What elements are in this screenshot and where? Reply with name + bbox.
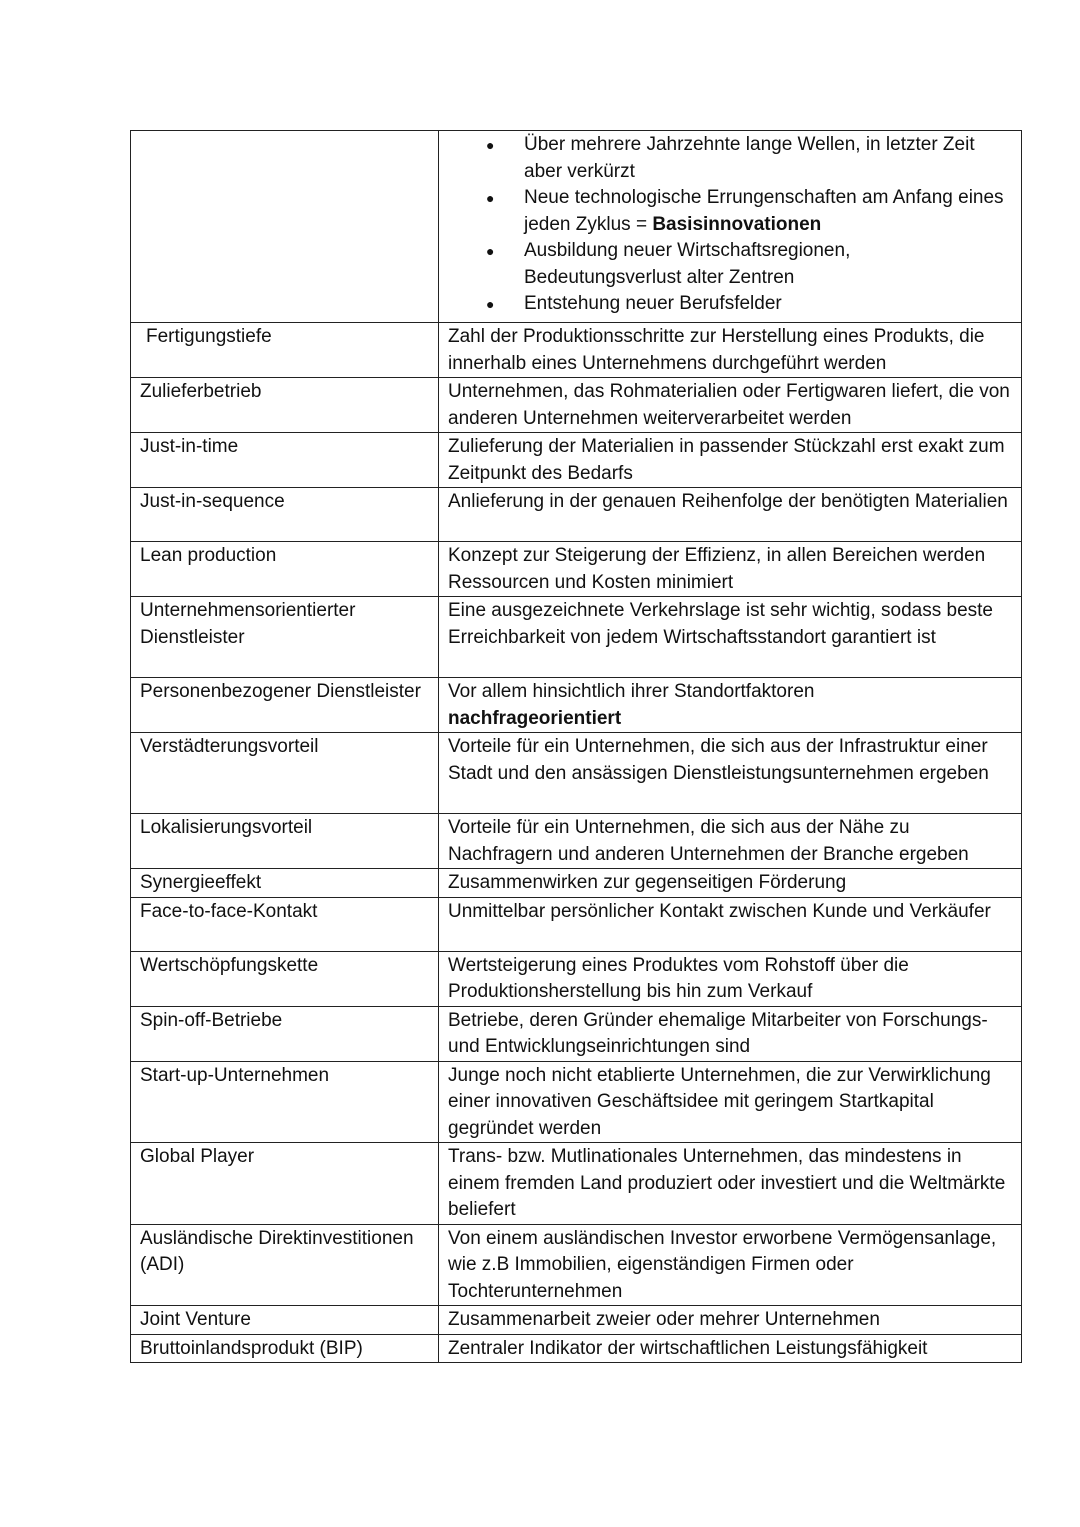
- term-cell: Face-to-face-Kontakt: [131, 897, 439, 951]
- term-cell: Just-in-sequence: [131, 488, 439, 542]
- term-cell: [131, 131, 439, 323]
- table-row: [131, 733, 1022, 814]
- bold-term: nachfrageorientiert: [448, 707, 622, 729]
- term-cell: Wertschöpfungskette: [131, 951, 439, 1006]
- definition-cell: [439, 131, 1022, 323]
- definition-cell: Zusammenarbeit zweier oder mehrer Unternehmen: [439, 1306, 1022, 1335]
- definition-cell: Von einem ausländischen Investor erworbene Vermögensanlage, wie z.B Immobilien, eigenständigen Firmen oder Tochterunternehmen: [439, 1224, 1022, 1306]
- definition-cell: Junge noch nicht etablierte Unternehmen, die zur Verwirklichung einer innovativen Geschäftsidee mit geringem Startkapital gegründet werden: [439, 1061, 1022, 1143]
- bullet-text: Über mehrere Jahrzehnte lange Wellen, in letzter Zeit aber verkürzt: [524, 134, 975, 182]
- definition-cell: Zusammenwirken zur gegenseitigen Förderung: [439, 869, 1022, 898]
- definition-cell: Konzept zur Steigerung der Effizienz, in allen Bereichen werden Ressourcen und Kosten minimiert: [439, 542, 1022, 597]
- definition-cell: Zahl der Produktionsschritte zur Herstellung eines Produkts, die innerhalb eines Unternehmens durchgeführt werden: [439, 323, 1022, 378]
- table-row: [131, 1143, 1022, 1225]
- term-cell: Global Player: [131, 1143, 439, 1225]
- definition-cell: Vorteile für ein Unternehmen, die sich aus der Infrastruktur einer Stadt und den ansässigen Dienstleistungsunternehmen ergeben: [439, 733, 1022, 814]
- definition-cell: Betriebe, deren Gründer ehemalige Mitarbeiter von Forschungs- und Entwicklungseinrichtungen sind: [439, 1006, 1022, 1061]
- bullet-list: [448, 132, 1012, 318]
- term-cell: Synergieeffekt: [131, 869, 439, 898]
- table-row: [131, 323, 1022, 378]
- table-row: [131, 678, 1022, 733]
- term-cell: Fertigungstiefe: [131, 323, 439, 378]
- table-row: [131, 433, 1022, 488]
- list-item: [486, 132, 1012, 185]
- table-row: [131, 951, 1022, 1006]
- term-cell: Bruttoinlandsprodukt (BIP): [131, 1334, 439, 1363]
- glossary-table: [130, 130, 1022, 1363]
- definition-cell: [439, 678, 1022, 733]
- bullet-text: Entstehung neuer Berufsfelder: [524, 293, 782, 314]
- table-row: [131, 869, 1022, 898]
- term-cell: Zulieferbetrieb: [131, 378, 439, 433]
- term-cell: Start-up-Unternehmen: [131, 1061, 439, 1143]
- bullet-text: Ausbildung neuer Wirtschaftsregionen, Bedeutungsverlust alter Zentren: [524, 240, 851, 288]
- table-row: [131, 814, 1022, 869]
- table-row: [131, 378, 1022, 433]
- definition-cell: Wertsteigerung eines Produktes vom Rohstoff über die Produktionsherstellung bis hin zum Verkauf: [439, 951, 1022, 1006]
- list-item: [486, 185, 1012, 238]
- table-row: [131, 1006, 1022, 1061]
- table-row: [131, 488, 1022, 542]
- table-row: [131, 1334, 1022, 1363]
- table-row: [131, 1306, 1022, 1335]
- definition-text: Vor allem hinsichtlich ihrer Standortfaktoren: [448, 681, 815, 702]
- definition-cell: Anlieferung in der genauen Reihenfolge der benötigten Materialien: [439, 488, 1022, 542]
- term-cell: Just-in-time: [131, 433, 439, 488]
- table-row: [131, 1224, 1022, 1306]
- term-cell: Lean production: [131, 542, 439, 597]
- term-cell: Verstädterungsvorteil: [131, 733, 439, 814]
- definition-cell: Vorteile für ein Unternehmen, die sich aus der Nähe zu Nachfragern und anderen Unternehmen der Branche ergeben: [439, 814, 1022, 869]
- term-cell: Unternehmensorientierter Dienstleister: [131, 597, 439, 678]
- table-row: [131, 131, 1022, 323]
- definition-cell: Trans- bzw. Mutlinationales Unternehmen, das mindestens in einem fremden Land produziert oder investiert und die Weltmärkte beliefert: [439, 1143, 1022, 1225]
- table-row: [131, 1061, 1022, 1143]
- definition-cell: Unmittelbar persönlicher Kontakt zwischen Kunde und Verkäufer: [439, 897, 1022, 951]
- list-item: [486, 238, 1012, 291]
- definition-cell: Zulieferung der Materialien in passender Stückzahl erst exakt zum Zeitpunkt des Bedarfs: [439, 433, 1022, 488]
- definition-cell: Eine ausgezeichnete Verkehrslage ist sehr wichtig, sodass beste Erreichbarkeit von jedem Wirtschaftsstandort garantiert ist: [439, 597, 1022, 678]
- term-cell: Personenbezogener Dienstleister: [131, 678, 439, 733]
- definition-cell: Zentraler Indikator der wirtschaftlichen Leistungsfähigkeit: [439, 1334, 1022, 1363]
- table-row: [131, 542, 1022, 597]
- term-cell: Ausländische Direktinvestitionen (ADI): [131, 1224, 439, 1306]
- list-item: [486, 291, 1012, 318]
- table-row: [131, 597, 1022, 678]
- bullet-text: Neue technologische Errungenschaften am Anfang eines jeden Zyklus =: [524, 187, 1004, 235]
- term-cell: Lokalisierungsvorteil: [131, 814, 439, 869]
- bold-term: Basisinnovationen: [652, 213, 822, 235]
- table-row: [131, 897, 1022, 951]
- term-cell: Joint Venture: [131, 1306, 439, 1335]
- term-cell: Spin-off-Betriebe: [131, 1006, 439, 1061]
- definition-cell: Unternehmen, das Rohmaterialien oder Fertigwaren liefert, die von anderen Unternehmen weiterverarbeitet werden: [439, 378, 1022, 433]
